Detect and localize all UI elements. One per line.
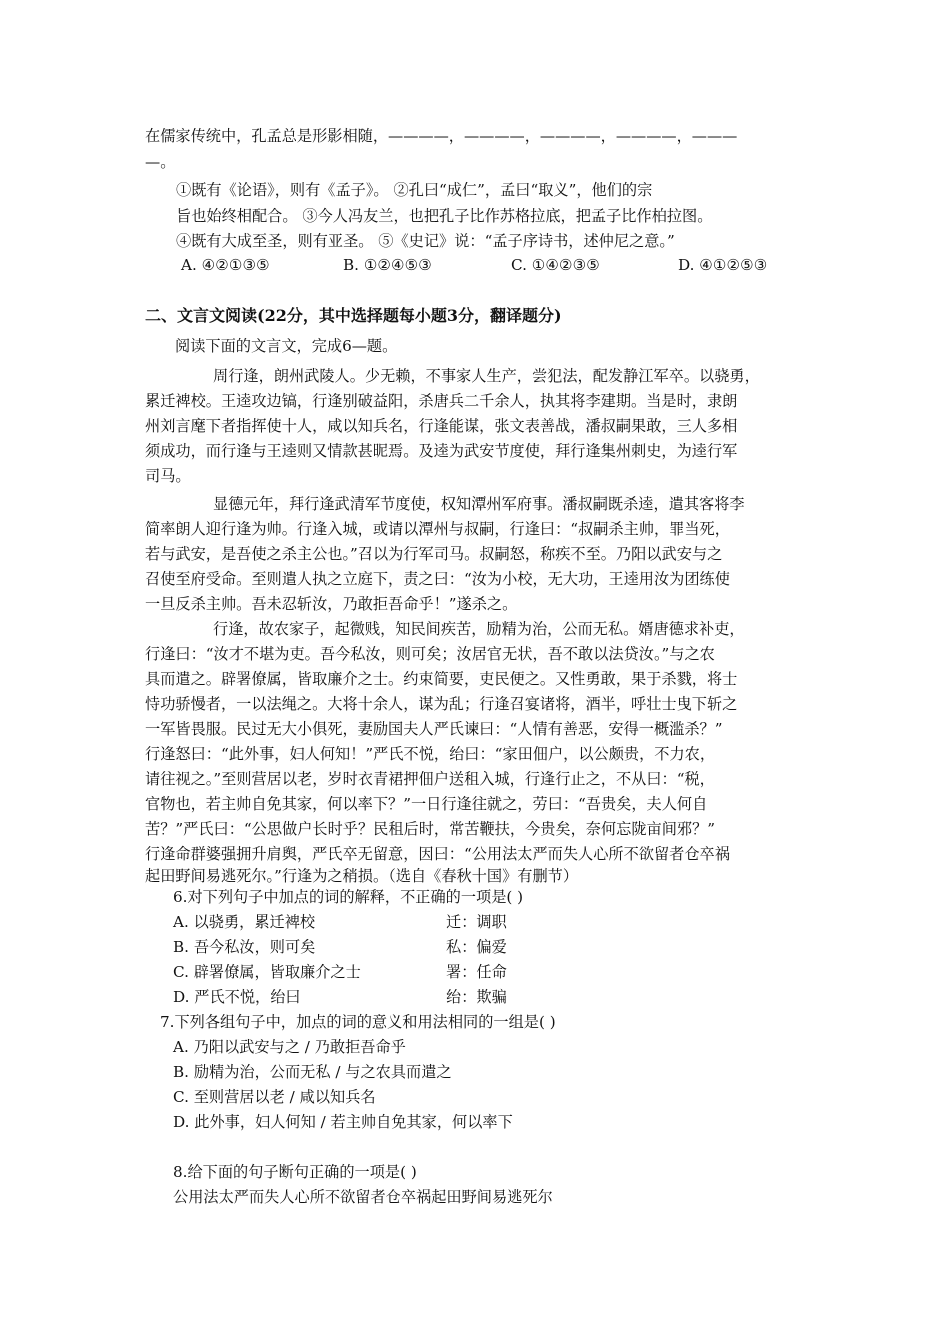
passage-line: 行逢怒曰：“此外事，妇人何知！”严氏不悦，绐曰：“家田佃户，以公颇贵，不力农， — [145, 745, 716, 763]
passage-line: 显德元年，拜行逢武清军节度使，权知潭州军府事。潘叔嗣既杀逵，遣其客将李 — [213, 495, 745, 513]
q6-option-c: C. 辟署僚属，皆取廉介之士 — [173, 963, 361, 981]
passage-line: 官物也，若主帅自免其家，何以率下？”一日行逢往就之，劳曰：“吾贵矣，夫人何自 — [145, 795, 708, 813]
q6-option-d: D. 严氏不悦，绐曰 — [173, 988, 301, 1006]
passage-line: 恃功骄慢者，一以法绳之。大将十余人，谋为乱；行逢召宴诸将，酒半，呼壮士曳下斩之 — [145, 695, 738, 713]
passage-line: 须成功，而行逢与王逵则又情款甚昵焉。及逵为武安节度使，拜行逢集州刺史，为逵行军 — [145, 442, 738, 460]
passage-line: 简率朗人迎行逢为帅。行逢入城，或请以潭州与叔嗣，行逢曰：“叔嗣杀主帅，罪当死， — [145, 520, 730, 538]
q5-statements-line-3: ④既有大成至圣，则有亚圣。 ⑤《史记》说：“孟子序诗书，述仲尼之意。” — [176, 232, 675, 250]
passage-line: 具而遣之。辟署僚属，皆取廉介之士。约束简要，吏民便之。又性勇敢，果于杀戮，将士 — [145, 670, 738, 688]
passage-line: 起田野间易逃死尔。”行逢为之稍损。（选自《春秋十国》有删节） — [145, 867, 579, 885]
q6-gloss-c: 署：任命 — [446, 963, 507, 981]
q6-gloss-a: 迁：调职 — [446, 913, 507, 931]
q5-choice-c: C. ①④②③⑤ — [511, 256, 600, 274]
q6-gloss-b: 私：偏爱 — [446, 938, 507, 956]
passage-line: 累迁裨校。王逵攻边镐，行逢别破益阳，杀唐兵二千余人，执其将李建期。当是时，隶朗 — [145, 392, 738, 410]
q5-choice-d: D. ④①②⑤③ — [678, 256, 768, 274]
q5-statements-line-1: ①既有《论语》，则有《孟子》。 ②孔曰“成仁”，孟曰“取义”，他们的宗 — [176, 181, 653, 199]
passage-line: 一军皆畏服。民过无大小俱死，妻励国夫人严氏谏曰：“人情有善恶，安得一概滥杀？” — [145, 720, 723, 738]
passage-line: 一旦反杀主帅。吾未忍斩汝，乃敢拒吾命乎！”遂杀之。 — [145, 595, 518, 613]
intro-line-2: —。 — [145, 153, 176, 171]
q6-option-a: A. 以骁勇，累迁裨校 — [173, 913, 316, 931]
q7-option-a: A. 乃阳以武安与之 / 乃敢拒吾命乎 — [173, 1038, 406, 1056]
q5-statements-line-2: 旨也始终相配合。 ③今人冯友兰，也把孔子比作苏格拉底，把孟子比作柏拉图。 — [176, 207, 713, 225]
intro-line-1: 在儒家传统中，孔孟总是形影相随，————，————，————，————，——— — [145, 127, 738, 145]
q6-option-b: B. 吾今私汝，则可矣 — [173, 938, 316, 956]
q7-option-b: B. 励精为治，公而无私 / 与之农具而遣之 — [173, 1063, 452, 1081]
q6-stem: 6.对下列句子中加点的词的解释，不正确的一项是( ) — [173, 888, 524, 906]
q8-stem: 8.给下面的句子断句正确的一项是( ) — [173, 1163, 417, 1181]
q7-stem: 7.下列各组句子中，加点的词的意义和用法相同的一组是( ) — [160, 1013, 556, 1031]
passage-line: 州刘言麾下者指挥使十人，咸以知兵名，行逢能谋，张文表善战，潘叔嗣果敢，三人多相 — [145, 417, 738, 435]
passage-line: 司马。 — [145, 467, 191, 485]
passage-line: 召使至府受命。至则遣人执之立庭下，责之曰：“汝为小校，无大功，王逵用汝为团练使 — [145, 570, 730, 588]
passage-line: 请往视之。”至则营居以老，岁时衣青裙押佃户送租入城，行逢行止之，不从曰：“税， — [145, 770, 715, 788]
passage-line: 行逢，故农家子，起微贱，知民间疾苦，励精为治，公而无私。婿唐德求补吏， — [213, 620, 745, 638]
passage-line: 若与武安，是吾使之杀主公也。”召以为行军司马。叔嗣怒，称疾不至。乃阳以武安与之 — [145, 545, 723, 563]
passage-line: 苦？”严氏曰：“公思做户长时乎？民租后时，常苦鞭扶，今贵矣，奈何忘陇亩间邪？” — [145, 820, 716, 838]
q7-option-d: D. 此外事，妇人何知 / 若主帅自免其家，何以率下 — [173, 1113, 513, 1131]
q5-choice-a: A. ④②①③⑤ — [181, 256, 270, 274]
q8-sentence: 公用法太严而失人心所不欲留者仓卒祸起田野间易逃死尔 — [173, 1188, 553, 1206]
q5-choice-b: B. ①②④⑤③ — [343, 256, 432, 274]
section-heading: 二、文言文阅读(22分，其中选择题每小题3分，翻译题分) — [145, 306, 562, 325]
section-instruction: 阅读下面的文言文，完成6—题。 — [175, 337, 398, 355]
q7-option-c: C. 至则营居以老 / 咸以知兵名 — [173, 1088, 376, 1106]
q6-gloss-d: 绐：欺骗 — [446, 988, 507, 1006]
passage-line: 行逢曰：“汝才不堪为吏。吾今私汝，则可矣；汝居官无状，吾不敢以法贷汝。”与之农 — [145, 645, 715, 663]
passage-line: 行逢命群婆强拥升肩舆，严氏卒无留意，因曰：“公用法太严而失人心所不欲留者仓卒祸 — [145, 845, 730, 863]
passage-line: 周行逢，朗州武陵人。少无赖，不事家人生产，尝犯法，配发静江军卒。以骁勇， — [213, 367, 760, 385]
